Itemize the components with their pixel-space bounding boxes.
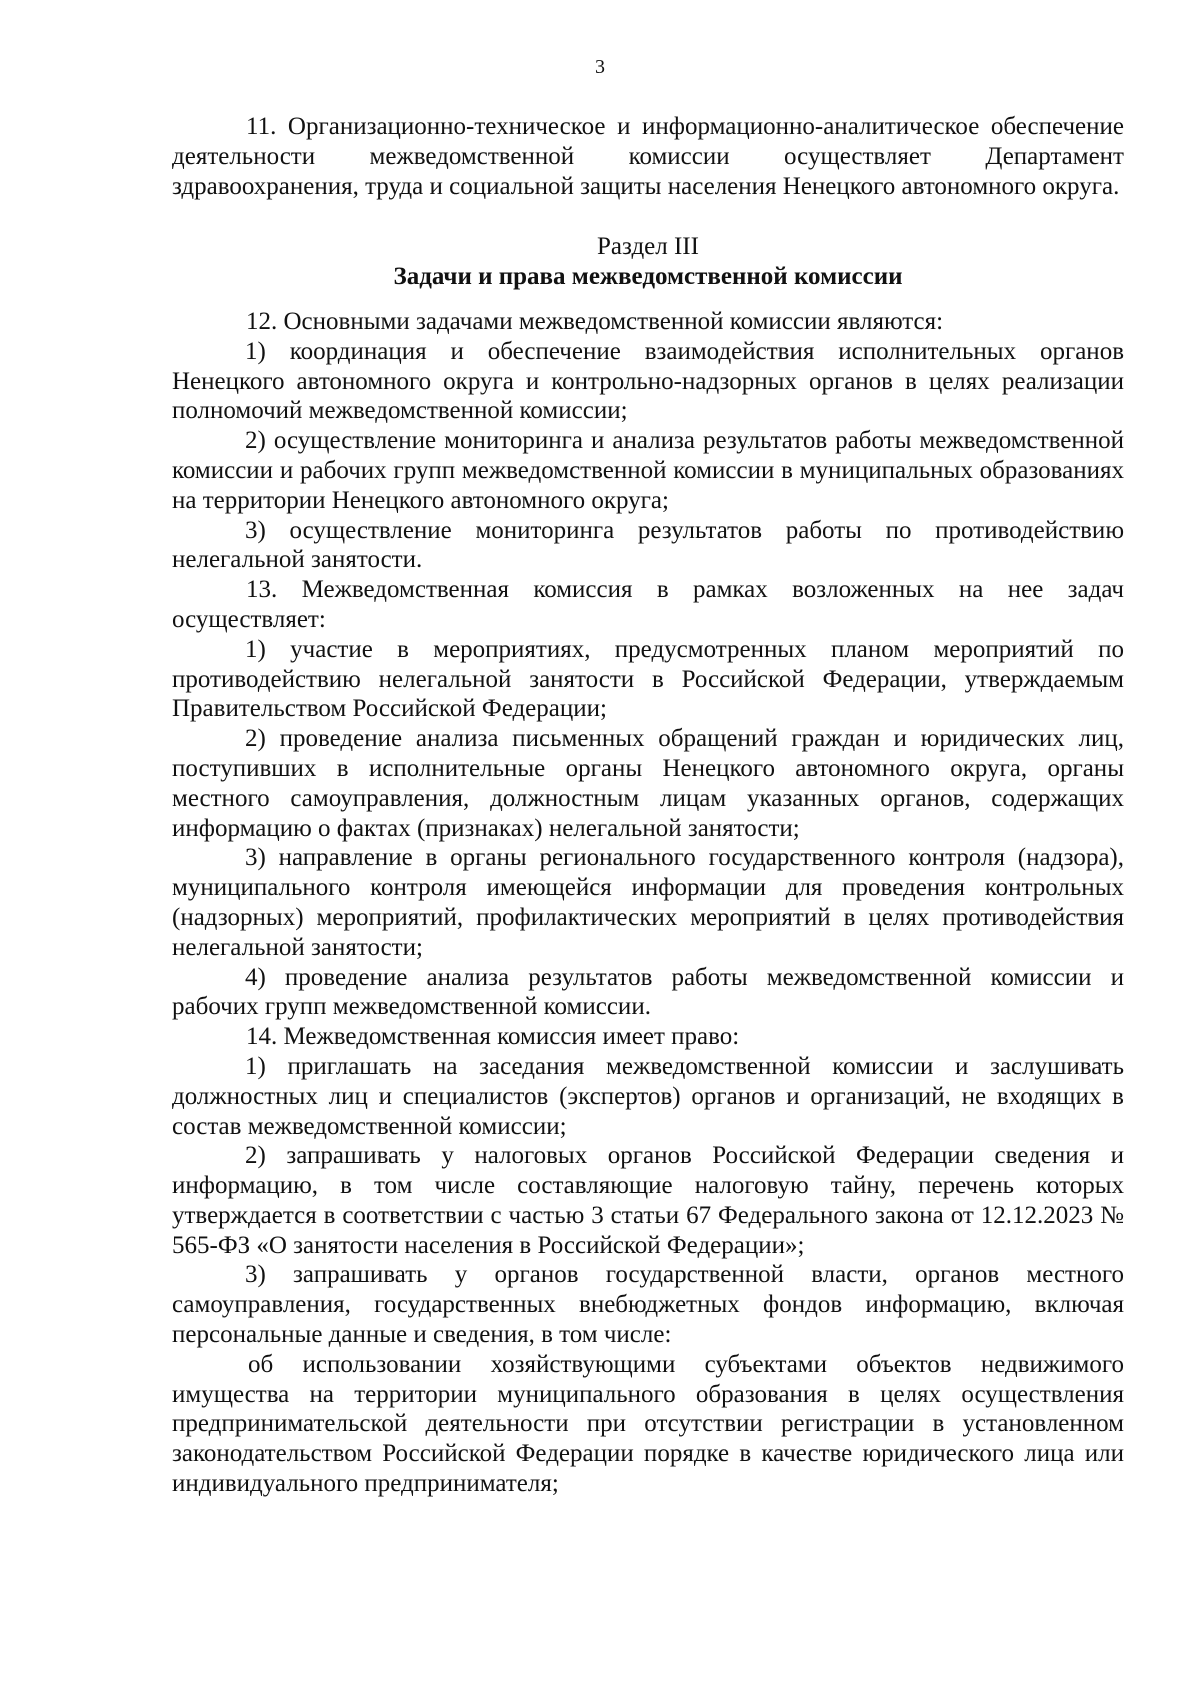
paragraph-12-item-3: 3) осуществление мониторинга результатов работы по противодействию нелегальной занятости. — [172, 516, 1124, 574]
page-number: 3 — [595, 56, 605, 78]
paragraph-14-item-3: 3) запрашивать у органов государственной власти, органов местного самоуправления, государственных внебюджетных фондов информацию, включая персональные данные и сведения, в том числе: — [172, 1261, 1124, 1349]
paragraph-14: 14. Межведомственная комиссия имеет право: — [246, 1023, 740, 1051]
paragraph-13-item-4: 4) проведение анализа результатов работы межведомственной комиссии и рабочих групп межведомственной комиссии. — [172, 963, 1124, 1021]
paragraph-11: 11. Организационно-техническое и информационно-аналитическое обеспечение деятельности межведомственной комиссии осуществляет Департамент здравоохранения, труда и социальной защиты населения Ненецкого автономного округа. — [172, 113, 1124, 200]
paragraph-13: 13. Межведомственная комиссия в рамках возложенных на нее задач осуществляет: — [172, 576, 1124, 633]
section-title: Задачи и права межведомственной комиссии — [393, 263, 903, 291]
paragraph-13-item-1: 1) участие в мероприятиях, предусмотренных планом мероприятий по противодействию нелегальной занятости в Российской Федерации, утверждаемым Правительством Российской Федерации; — [172, 635, 1124, 723]
paragraph-13-item-3: 3) направление в органы регионального государственного контроля (надзора), муниципального контроля имеющейся информации для проведения контрольных (надзорных) мероприятий, профилактических мероприятий в целях противодействия нелегальной занятости; — [172, 844, 1124, 961]
paragraph-12-item-2: 2) осуществление мониторинга и анализа результатов работы межведомственной комиссии и рабочих групп межведомственной комиссии в муниципальных образованиях на территории Ненецкого автономного округа; — [172, 427, 1124, 514]
paragraph-12: 12. Основными задачами межведомственной комиссии являются: — [246, 307, 944, 335]
paragraph-12-item-1: 1) координация и обеспечение взаимодействия исполнительных органов Ненецкого автономного округа и контрольно-надзорных органов в целях реализации полномочий межведомственной комиссии; — [172, 337, 1124, 425]
paragraph-14-item-2: 2) запрашивать у налоговых органов Российской Федерации сведения и информацию, в том числе составляющие налоговую тайну, перечень которых утверждается в соответствии с частью 3 статьи 67 Федерального закона от 12.12.2023 № 565-ФЗ «О занятости населения в Российской Федерации»; — [172, 1142, 1124, 1259]
document-body — [172, 112, 1124, 1499]
section-heading — [172, 232, 1124, 292]
paragraph-13-item-2: 2) проведение анализа письменных обращений граждан и юридических лиц, поступивших в исполнительные органы Ненецкого автономного округа, органы местного самоуправления, должностным лицам указанных органов, содержащих информацию о фактах (признаках) нелегальной занятости; — [172, 725, 1124, 842]
paragraph-14-item-1: 1) приглашать на заседания межведомственной комиссии и заслушивать должностных лиц и специалистов (экспертов) органов и организаций, не входящих в состав межведомственной комиссии; — [172, 1052, 1124, 1140]
paragraph-14-item-3-subitem: об использовании хозяйствующими субъектами объектов недвижимого имущества на территории муниципального образования в целях осуществления предпринимательской деятельности при отсутствии регистрации в установленном законодательством Российской Федерации порядке в качестве юридического лица или индивидуального предпринимателя; — [172, 1350, 1124, 1498]
section-label: Раздел III — [597, 233, 699, 261]
